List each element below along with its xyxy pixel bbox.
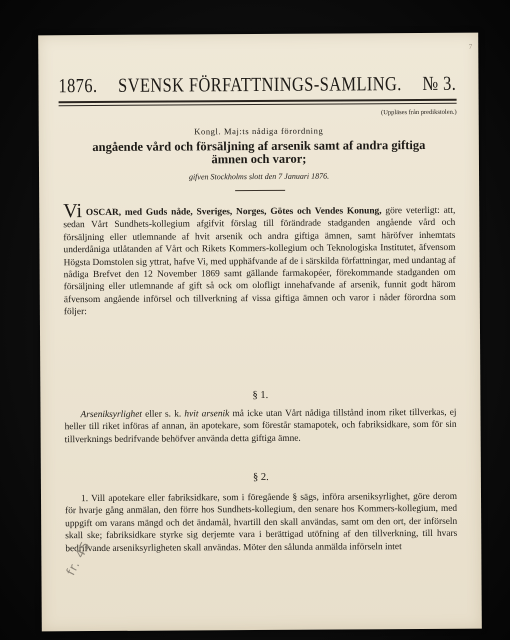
main-title-line-2: ämnen och varor;: [211, 151, 307, 167]
intro-paragraph: [63, 201, 456, 319]
section-1-mid: eller s. k.: [145, 409, 182, 420]
header-year: 1876.: [58, 74, 98, 98]
intro-body: göre veterligt: att, sedan Vårt Sundhets-kollegium afgifvit förslag till förändrade stadganden angående vård och försäljning eller utlemnande af hvit arsenik och andra giftiga ämnen, samt häröfver inhemtats underdåniga utlåtanden af Vårt och Rikets Kommers-kollegium och Teknologiska Institutet, äfvensom Högsta Domstolen sig yttrat, hafve Vi, med upphäfvande af de i särskilda författningar, med undantag af nådiga Brefvet den 12 November 1869 samt gällande farmakopéer, förekommande stadganden om försäljning eller utlemnande af gift så ock om olofligt innehafvande af arsenik, funnit godt härom äfvensom angående införsel och tillverkning af vissa giftiga ämnen och varor i nåder förordna som följer:: [63, 205, 456, 318]
section-1-rest: må icke utan Vårt nådiga tillstånd inom riket tillverkas, ej heller till riket införas af annan, än apotekare, som förestår stamapotek, och fabriksidkare, som för sin tillverknings bedrifvande behöfver använda detta giftiga ämne.: [64, 407, 457, 446]
section-2-mark: § 2.: [252, 471, 269, 484]
divider-rule: [235, 190, 285, 191]
date-line: gifven Stockholms slott den 7 Januari 1876.: [188, 171, 330, 182]
main-title-line-1: angående vård och försäljning af arsenik samt af andra giftiga: [92, 137, 426, 155]
main-title: [49, 139, 469, 168]
document-page: [38, 33, 482, 632]
header-number: № 3.: [422, 72, 457, 96]
header-rule: [59, 99, 457, 106]
section-1-paragraph: [64, 407, 456, 447]
ordinance-heading: Kongl. Maj:ts nådiga förordning: [194, 125, 324, 137]
pencil-annotation: fr. 45: [63, 538, 94, 578]
section-2-paragraph: 1. Vill apotekare eller fabriksidkare, som i föregående § sägs, införa arseniksyrlighet, göre derom för hvarje gång anmälan, den förre hos Sundhets-kollegium, den senare hos Kommers-kollegium, med uppgift om varans mängd och det ändamål, hvartill den skall användas, samt om den ort, der införseln skall ske; fabriksidkare styrke sig derjemte vara i berättigad utöfning af den tillverkning, till hvars bedrifvande arseniksyrligheten skall användas. Möter den sålunda anmälda införseln intet: [65, 491, 458, 554]
intro-lead: OSCAR, med Guds nåde, Sveriges, Norges, Götes och Vendes Konung,: [85, 206, 382, 219]
header-series-title: SVENSK FÖRFATTNINGS-SAMLING.: [118, 73, 402, 97]
read-note: (Uppläses från predikstolen.): [381, 108, 457, 117]
section-1-term-2: hvit arsenik: [184, 409, 230, 420]
section-1-mark: § 1.: [252, 389, 269, 402]
section-1-term-1: Arseniksyrlighet: [80, 409, 142, 421]
intro-dropcap: Vi: [63, 200, 83, 223]
page-mark: 7: [468, 42, 473, 51]
document-header: [58, 73, 456, 98]
